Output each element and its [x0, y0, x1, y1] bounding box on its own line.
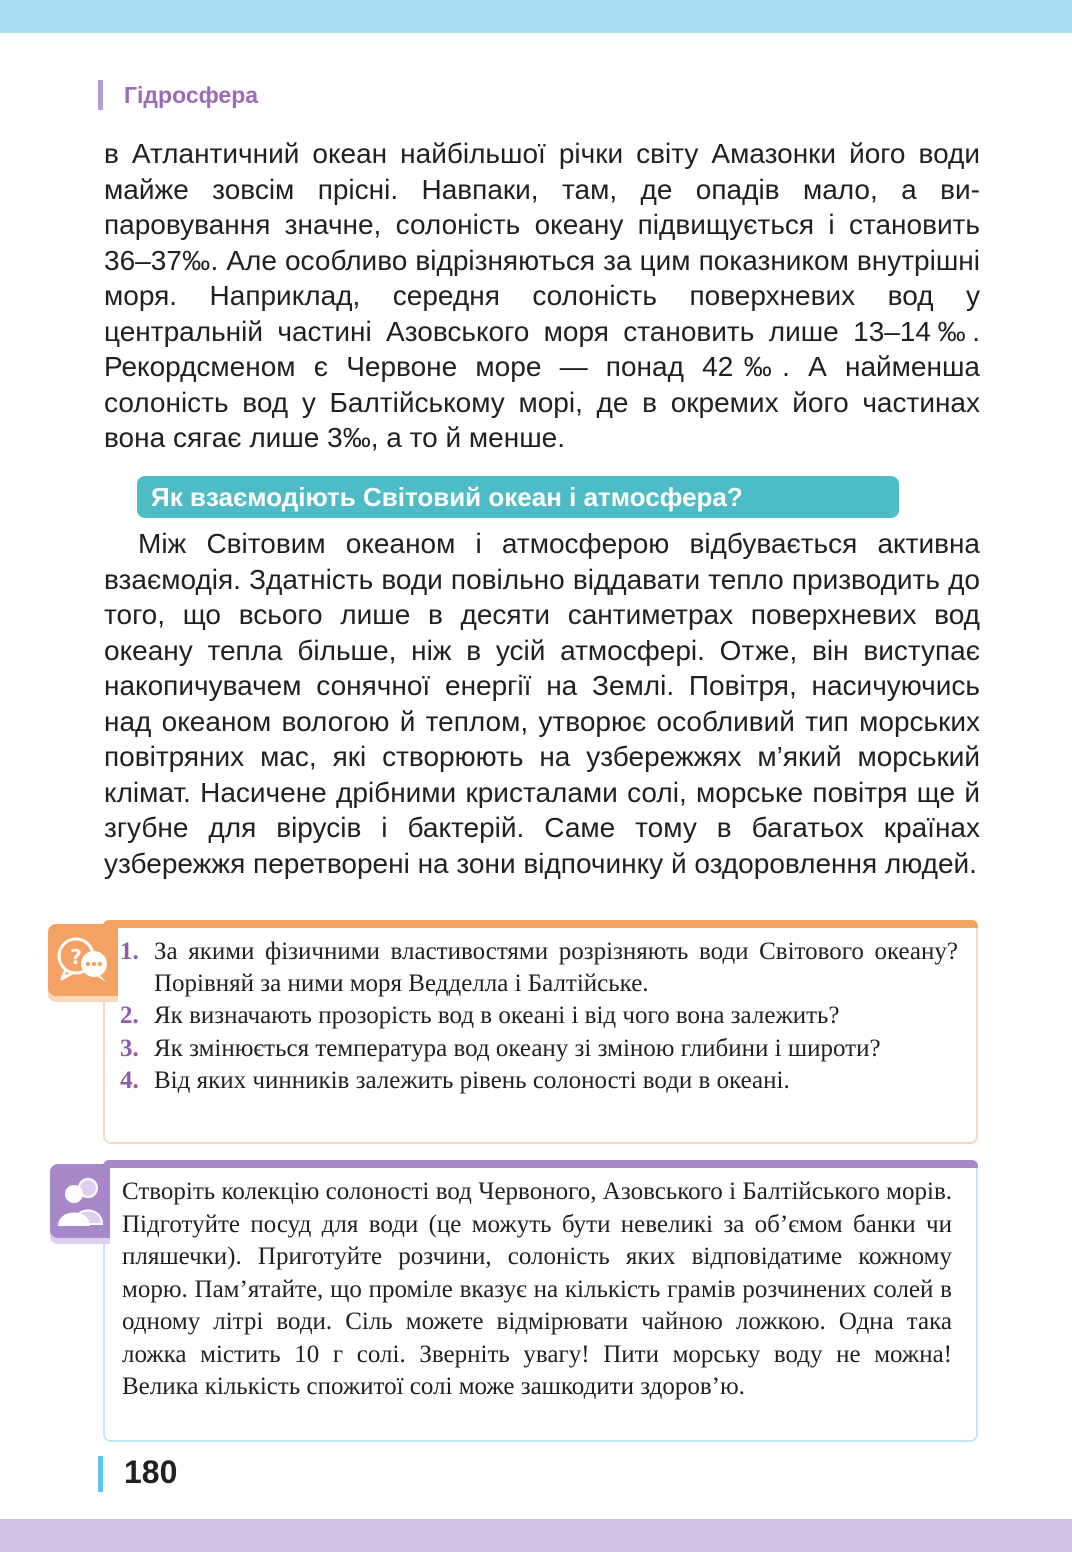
questions-list: [120, 936, 958, 1098]
question-number: 4.: [120, 1067, 139, 1094]
question-text: За якими фізичними властивостями розрізняють води Світового океану? Порівняй за ними моря Ведделла і Балтійське.: [154, 938, 958, 997]
question-chat-icon: [54, 934, 112, 986]
project-task-text: Створіть колекцію солоності вод Червоного, Азовського і Балтійського морів. Підготуйте посуд для води (це можуть бути невеликі за об’ємом банки чи пляшечки). Приготуйте розчини, солоність яких відповідатиме кожному морю. Пам’ятайте, що проміле вказує на кількість грамів розчинених солей в одному літрі води. Сіль можете відмірювати чайною ложкою. Одна така ложка містить 10 г солі. Зверніть увагу! Пити морську воду не можна! Велика кількість спожитої солі може зашкодити здоров’ю.: [122, 1178, 952, 1400]
svg-text:?: ?: [70, 945, 82, 969]
project-icon-tab: [50, 1164, 110, 1238]
page-number: 180: [124, 1454, 178, 1490]
question-item: [120, 1033, 958, 1065]
bottom-decorative-band: [0, 1519, 1072, 1552]
question-number: 3.: [120, 1034, 139, 1062]
question-text: Як змінюється температура вод океану зі зміною глибини і широти?: [154, 1034, 881, 1062]
group-work-icon: [56, 1174, 106, 1228]
body-paragraph-2: Між Світовим океаном і атмосферою відбувається активна взаємодія. Здатність води повільно віддавати тепло призводить до того, що всього лише в десяти сантиметрах поверхневих вод океану тепла більше, ніж в усій атмосфері. Отже, він виступає накопичувачем сонячної енергії на Землі. Повітря, насичуючись над океаном вологою й теплом, утворює особливий тип морських повітряних мас, які створюють на узбережжях м’який морський клімат. Насичене дрібними кристалами солі, морське повітря ще й згубне для вірусів і бактерій. Саме тому в багатьох країнах узбережжя перетворені на зони відпочинку й оздоровлення людей.: [104, 528, 980, 879]
question-item: [120, 1065, 958, 1097]
section-running-title: Гідросфера: [124, 82, 259, 108]
top-decorative-band: [0, 0, 1072, 33]
body-paragraph-1: в Атлантичний океан найбільшої річки світу Амазонки його води майже зовсім прісні. Навпаки, там, де опадів мало, а випаровування значне, солоність океану підвищується і становить 36–37‰. Але особливо відрізняються за цим показником внутрішні моря. Наприклад, середня солоність поверхневих вод у центральній частині Азовського моря становить лише 13–14‰. Рекордсменом є Червоне море — понад 42‰. А найменша солоність вод у Балтійському морі, де в окремих його частинах вона сягає лише 3‰, а то й менше.: [104, 138, 980, 453]
page-number-accent-bar: [98, 1456, 103, 1492]
question-item: [120, 1000, 958, 1032]
question-item: [120, 936, 958, 999]
section-heading: Як взаємодіють Світовий океан і атмосфера?: [137, 476, 899, 518]
question-number: 2.: [120, 1002, 139, 1029]
question-text: Від яких чинників залежить рівень солоності води в океані.: [154, 1067, 790, 1094]
header-accent-bar: [98, 80, 103, 110]
question-text: Як визначають прозорість вод в океані і від чого вона залежить?: [154, 1002, 840, 1029]
questions-icon-tab: [48, 924, 118, 996]
question-number: 1.: [120, 938, 139, 965]
